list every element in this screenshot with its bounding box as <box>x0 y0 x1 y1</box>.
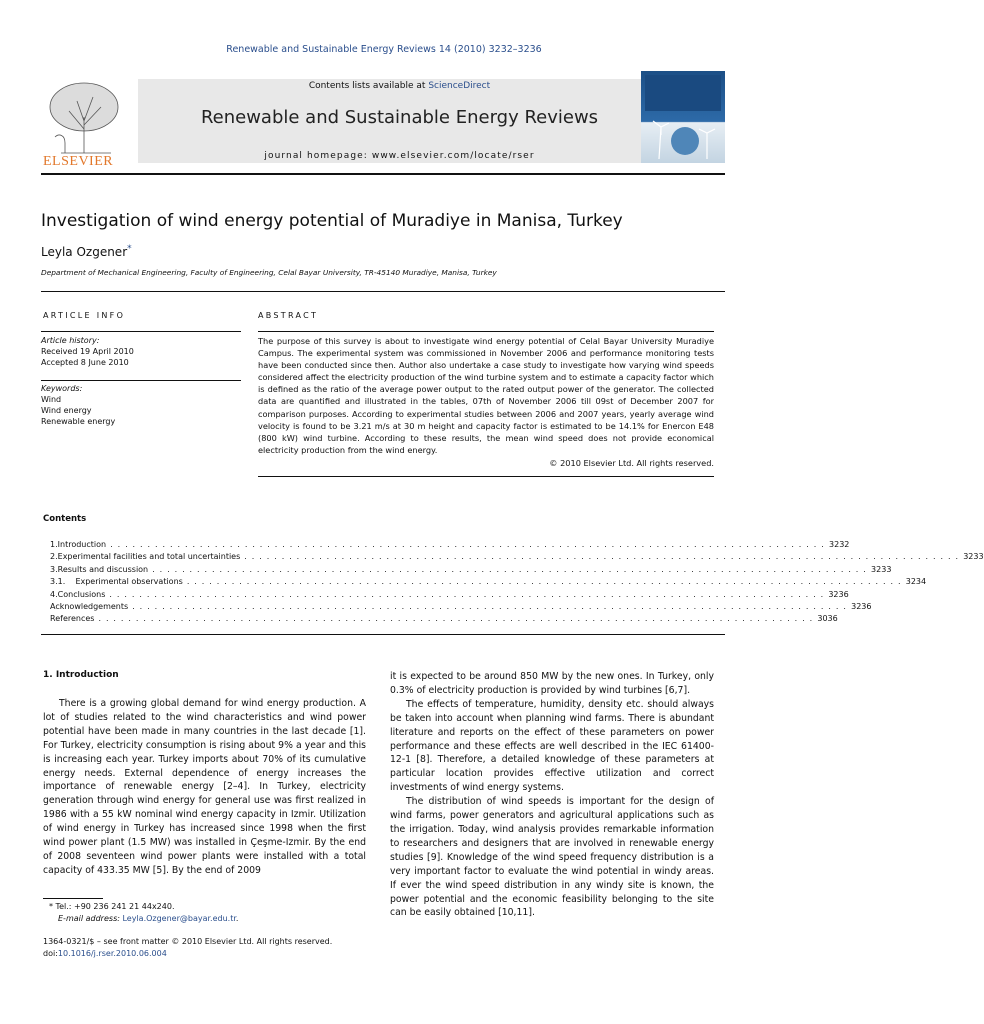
email-label: E-mail address: <box>58 914 123 923</box>
keyword: Renewable energy <box>41 417 116 426</box>
toc-item[interactable] <box>50 601 872 613</box>
cover-top-panel <box>645 75 721 111</box>
toc-leader: . . . . . . . . . . . . . . . . . . . . . . . . . . . . . . . . . . . . . . . . . . . . . . . . . . . . . . . . . . . . . . . . . . . . . . . . . . . . . . . . . . . . . . . . . . . . . . . . <box>152 564 868 574</box>
abstract-bottom-rule <box>258 476 714 477</box>
article-info-heading: ARTICLE INFO <box>43 311 126 320</box>
email-link[interactable]: Leyla.Ozgener@bayar.edu.tr <box>122 914 236 923</box>
toc-title: Introduction <box>57 540 107 549</box>
toc-title: Experimental facilities and total uncertainties <box>57 552 241 562</box>
toc-item[interactable] <box>50 576 927 588</box>
toc-leader: . . . . . . . . . . . . . . . . . . . . . . . . . . . . . . . . . . . . . . . . . . . . . . . . . . . . . . . . . . . . . . . . . . . . . . . . . . . . . . . . . . . . . . . . . . . . . . . . <box>132 601 848 611</box>
doi-line <box>43 949 167 958</box>
accepted-date: Accepted 8 June 2010 <box>41 358 129 367</box>
homepage-label: journal homepage: <box>264 151 372 161</box>
contents-heading: Contents <box>43 514 87 524</box>
toc-page: 3233 <box>871 564 892 574</box>
keyword: Wind <box>41 395 62 404</box>
introduction-heading: 1. Introduction <box>43 670 119 680</box>
elsevier-logo <box>41 77 127 169</box>
toc-item[interactable] <box>50 613 838 625</box>
author-name: Leyla Ozgener <box>41 245 128 259</box>
title-rule <box>41 291 725 292</box>
toc-item[interactable] <box>50 551 984 563</box>
toc-page: 3036 <box>817 614 838 624</box>
toc-page: 3234 <box>905 577 927 587</box>
doi-link[interactable]: 10.1016/j.rser.2010.06.004 <box>57 949 167 958</box>
journal-band <box>138 79 661 163</box>
abstract-copyright: © 2010 Elsevier Ltd. All rights reserved. <box>549 458 714 468</box>
footnote-rule <box>43 898 103 899</box>
journal-citation[interactable]: Renewable and Sustainable Energy Reviews 14 (2010) 3232–3236 <box>226 44 542 55</box>
issn-line: 1364-0321/$ – see front matter © 2010 Elsevier Ltd. All rights reserved. <box>43 937 333 946</box>
keyword: Wind energy <box>41 406 92 415</box>
toc-page: 3233 <box>963 552 984 562</box>
toc-item[interactable] <box>50 539 850 551</box>
doi-label: doi: <box>43 949 58 958</box>
toc-item[interactable] <box>50 564 892 576</box>
cover-wind-turbine-icon <box>647 119 719 159</box>
keywords-rule <box>41 380 241 381</box>
footnote-email: E-mail address: Leyla.Ozgener@bayar.edu.tr. <box>58 914 239 923</box>
affiliation: Department of Mechanical Engineering, Faculty of Engineering, Celal Bayar University, TR-45140 Muradiye, Manisa, Turkey <box>41 268 497 277</box>
toc-number: 2. <box>50 552 58 562</box>
journal-header <box>41 71 725 169</box>
author <box>41 244 132 259</box>
contents-available-line <box>138 81 661 91</box>
body-paragraph: The distribution of wind speeds is important for the design of wind farms, power generators and agricultural applications such as the irrigation. Today, wind analysis provides remarkable information to researchers and designers that are involved in renewable energy studies [9]. Knowledge of the wind speed frequency distribution is a very important factor to evaluate the wind potential in windy areas. If ever the wind speed distribution in any windy site is known, the power potential and the economic feasibility belonging to the site can be easily obtained [10,11]. <box>390 796 714 919</box>
body-column-right <box>390 670 714 920</box>
toc-page: 3236 <box>851 601 872 611</box>
toc-leader: . . . . . . . . . . . . . . . . . . . . . . . . . . . . . . . . . . . . . . . . . . . . . . . . . . . . . . . . . . . . . . . . . . . . . . . . . . . . . . . . . . . . . . . . . . . . . . . . <box>109 589 825 599</box>
author-footnote-mark[interactable]: * <box>127 244 132 254</box>
toc-title: References <box>50 614 95 624</box>
toc-page: 3236 <box>828 589 849 599</box>
keywords <box>41 383 115 427</box>
body-column-left <box>43 697 366 878</box>
abstract-heading: ABSTRACT <box>258 311 319 320</box>
toc-page: 3232 <box>829 540 850 549</box>
body-paragraph: There is a growing global demand for wind energy production. A lot of studies related to the wind characteristics and wind power potential have been made in many countries in the last decade [1]. For Turkey, electricity consumption is rising about 9% a year and this is increasing each year. Turkey imports about 70% of its cumulative energy needs. External dependence of energy increases the importance of renewable energy [2–4]. In Turkey, electricity generation through wind energy for general use was first realized in 1986 with a 55 kW nominal wind energy capacity in Izmir. Utilization of wind energy in Turkey has increased since 1998 when the first wind power plant (1.5 MW) was installed in Çeşme-Izmir. By the end of 2008 seventeen wind power plants were installed with a total capacity of 433.35 MW [5]. By the end of 2009 <box>43 698 366 876</box>
elsevier-wordmark: ELSEVIER <box>43 154 114 169</box>
article-info-rule <box>41 331 241 332</box>
toc-leader: . . . . . . . . . . . . . . . . . . . . . . . . . . . . . . . . . . . . . . . . . . . . . . . . . . . . . . . . . . . . . . . . . . . . . . . . . . . . . . . . . . . . . . . . . . . . . . . . <box>110 540 826 549</box>
header-rule <box>41 173 725 175</box>
contents-available-text: Contents lists available at <box>308 81 429 91</box>
toc-title: Acknowledgements <box>50 601 129 611</box>
toc-number: 3. <box>50 564 58 574</box>
journal-cover-thumbnail[interactable] <box>641 71 725 163</box>
keywords-label: Keywords: <box>41 384 83 393</box>
article-title: Investigation of wind energy potential of Muradiye in Manisa, Turkey <box>41 211 623 231</box>
abstract-top-rule <box>258 331 714 332</box>
toc-title: Conclusions <box>57 589 106 599</box>
toc-number: 1. <box>50 540 58 549</box>
article-history <box>41 335 134 368</box>
article-history-label: Article history: <box>41 336 100 345</box>
toc-leader: . . . . . . . . . . . . . . . . . . . . . . . . . . . . . . . . . . . . . . . . . . . . . . . . . . . . . . . . . . . . . . . . . . . . . . . . . . . . . . . . . . . . . . . . . . . . . . . . <box>186 577 902 587</box>
toc-item[interactable] <box>50 589 849 601</box>
toc-title: 3.1. Experimental observations <box>50 577 183 587</box>
received-date: Received 19 April 2010 <box>41 347 134 356</box>
journal-title: Renewable and Sustainable Energy Reviews <box>200 107 599 128</box>
toc-number: 4. <box>50 589 58 599</box>
homepage-link[interactable]: www.elsevier.com/locate/rser <box>371 151 535 161</box>
toc-leader: . . . . . . . . . . . . . . . . . . . . . . . . . . . . . . . . . . . . . . . . . . . . . . . . . . . . . . . . . . . . . . . . . . . . . . . . . . . . . . . . . . . . . . . . . . . . . . . . <box>244 552 960 562</box>
body-paragraph: it is expected to be around 850 MW by the new ones. In Turkey, only 0.3% of electricity production is provided by wind turbines [6,7]. <box>390 671 714 696</box>
contents-rule <box>41 634 725 635</box>
abstract-text: The purpose of this survey is about to investigate wind energy potential of Celal Bayar University Muradiye Campus. The experimental system was commissioned in November 2006 and performance monitoring tests have been conducted since then. Author also undertake a case study to investigate how varying wind speeds considered affect the electricity production of the wind turbine system and to estimate a capacity factor which is defined as the ratio of the average power output to the rated output power of the generator. The collected data are quantified and illustrated in the tables, 07th of November 2006 till 09st of December 2007 for comparison purposes. According to experimental studies between 2006 and 2007 years, yearly average wind velocity is found to be 3.21 m/s at 30 m height and capacity factor is estimated to be 14.1% for Enercon E48 (800 kW) wind turbine. According to these results, the mean wind speed does not provide economical electricity production from the wind energy. <box>258 336 714 455</box>
journal-homepage <box>138 151 661 161</box>
elsevier-tree-icon <box>41 77 127 157</box>
toc-leader: . . . . . . . . . . . . . . . . . . . . . . . . . . . . . . . . . . . . . . . . . . . . . . . . . . . . . . . . . . . . . . . . . . . . . . . . . . . . . . . . . . . . . . . . . . . . . . . . <box>98 614 814 624</box>
table-of-contents <box>50 539 984 626</box>
footnote-tel: * Tel.: +90 236 241 21 44x240. <box>49 902 175 911</box>
body-paragraph: The effects of temperature, humidity, density etc. should always be taken into account when planning wind farms. There is abundant literature and reports on the effect of these parameters on power performance and these effects are well described in the IEC 61400-12-1 [8]. Therefore, a detailed knowledge of these parameters at particular location provides effective utilization and correct investments of wind energy systems. <box>390 698 714 794</box>
sciencedirect-link[interactable]: ScienceDirect <box>428 81 491 91</box>
toc-title: Results and discussion <box>57 564 149 574</box>
